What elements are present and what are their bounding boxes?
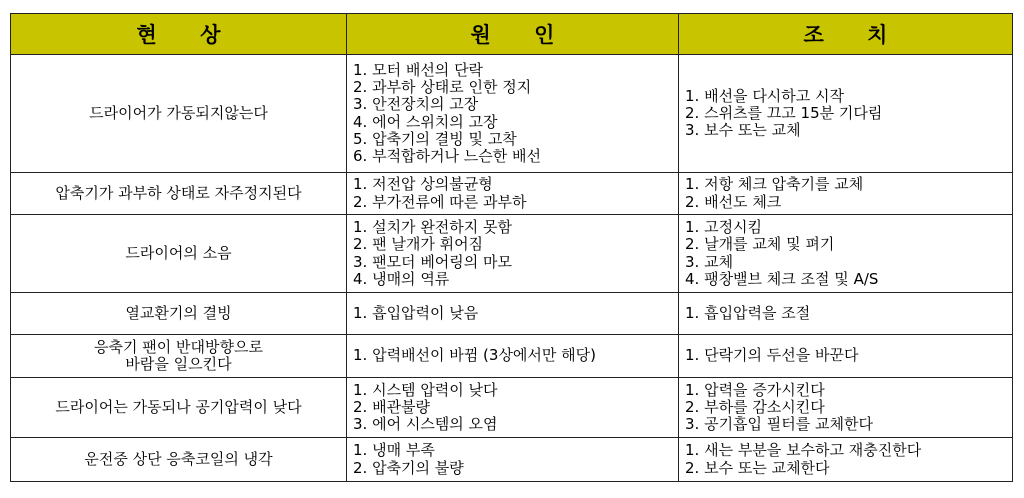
action-item: 3. 교체 — [685, 252, 734, 271]
cause-cell — [347, 173, 679, 215]
action-item: 3. 보수 또는 교체 — [685, 121, 801, 140]
action-cell — [679, 55, 1013, 173]
cause-cell — [347, 378, 679, 438]
action-item: 1. 새는 부분을 보수하고 재충진한다 — [685, 441, 922, 460]
action-cell — [679, 438, 1013, 482]
action-item: 2. 스위츠를 끄고 15분 기다림 — [685, 103, 883, 122]
symptom-cell — [11, 173, 347, 215]
symptom-cell — [11, 378, 347, 438]
table-row — [11, 173, 1013, 215]
table-row — [11, 378, 1013, 438]
action-cell — [679, 293, 1013, 335]
cause-item: 1. 모터 배선의 단락 — [353, 60, 484, 79]
action-cell — [679, 173, 1013, 215]
action-item: 1. 단락기의 두선을 바꾼다 — [685, 346, 859, 365]
header-action — [679, 14, 1013, 55]
cause-cell — [347, 335, 679, 378]
action-cell — [679, 378, 1013, 438]
symptom-cell — [11, 55, 347, 173]
cause-item: 2. 과부하 상태로 인한 정지 — [353, 77, 532, 96]
cause-item: 2. 배관불량 — [353, 397, 431, 416]
troubleshooting-table-wrapper — [10, 13, 1012, 482]
action-item: 2. 배선도 체크 — [685, 192, 782, 211]
cause-item: 2. 부가전류에 따른 과부하 — [353, 192, 527, 211]
troubleshooting-table — [10, 13, 1013, 482]
symptom-text: 열교환기의 결빙 — [125, 304, 232, 322]
symptom-cell — [11, 335, 347, 378]
header-symptom-label: 현 상 — [136, 23, 239, 47]
action-item: 2. 날개를 교체 및 펴기 — [685, 235, 835, 254]
symptom-text: 드라이어의 소음 — [125, 244, 232, 262]
header-cause-label: 원 인 — [470, 23, 573, 47]
cause-item: 1. 설치가 완전하지 못함 — [353, 217, 513, 236]
cause-item: 2. 팬 날개가 휘어짐 — [353, 235, 484, 254]
header-cause — [347, 14, 679, 55]
cause-item: 1. 냉매 부족 — [353, 441, 435, 460]
symptom-cell — [11, 215, 347, 293]
cause-item: 1. 흡입압력이 낮음 — [353, 303, 479, 322]
cause-cell — [347, 215, 679, 293]
header-action-label: 조 치 — [803, 23, 906, 47]
action-item: 4. 팽창밸브 체크 조절 및 A/S — [685, 269, 879, 288]
table-row — [11, 438, 1013, 482]
symptom-cell — [11, 293, 347, 335]
action-item: 1. 고정시킴 — [685, 217, 763, 236]
action-item: 2. 부하를 감소시킨다 — [685, 397, 825, 416]
header-row — [11, 14, 1013, 55]
table-row — [11, 335, 1013, 378]
action-item: 3. 공기흡입 필터를 교체한다 — [685, 415, 874, 434]
cause-item: 4. 냉매의 역류 — [353, 269, 450, 288]
symptom-cell — [11, 438, 347, 482]
table-row — [11, 293, 1013, 335]
cause-item: 2. 압축기의 불량 — [353, 458, 464, 477]
action-cell — [679, 215, 1013, 293]
cause-item: 3. 에어 시스템의 오염 — [353, 415, 498, 434]
symptom-text: 드라이어가 가동되지않는다 — [89, 104, 268, 122]
cause-cell — [347, 55, 679, 173]
action-item: 1. 흡입압력을 조절 — [685, 303, 811, 322]
cause-item: 3. 팬모더 베어링의 마모 — [353, 252, 513, 271]
table-row — [11, 55, 1013, 173]
cause-cell — [347, 293, 679, 335]
symptom-text: 응축기 팬이 반대방향으로 — [94, 338, 263, 356]
header-symptom — [11, 14, 347, 55]
cause-item: 5. 압축기의 결빙 및 고착 — [353, 129, 517, 148]
action-item: 1. 배선을 다시하고 시작 — [685, 86, 845, 105]
cause-item: 3. 안전장치의 고장 — [353, 95, 479, 114]
cause-item: 4. 에어 스위치의 고장 — [353, 112, 498, 131]
cause-item: 1. 압력배선이 바뀜 (3상에서만 해당) — [353, 346, 597, 365]
action-item: 1. 저항 체크 압축기를 교체 — [685, 175, 864, 194]
symptom-text: 드라이어는 가동되나 공기압력이 낮다 — [55, 398, 302, 416]
symptom-text: 운전중 상단 응축코일의 냉각 — [84, 450, 273, 468]
symptom-text: 압축기가 과부하 상태로 자주정지된다 — [55, 184, 302, 202]
action-item: 2. 보수 또는 교체한다 — [685, 458, 830, 477]
cause-item: 6. 부적합하거나 느슨한 배선 — [353, 147, 542, 166]
symptom-text-line2: 바람을 일으킨다 — [125, 355, 232, 373]
action-cell — [679, 335, 1013, 378]
cause-cell — [347, 438, 679, 482]
cause-item: 1. 저전압 상의불균형 — [353, 175, 493, 194]
cause-item: 1. 시스템 압력이 낮다 — [353, 380, 498, 399]
action-item: 1. 압력을 증가시킨다 — [685, 380, 825, 399]
table-row — [11, 215, 1013, 293]
